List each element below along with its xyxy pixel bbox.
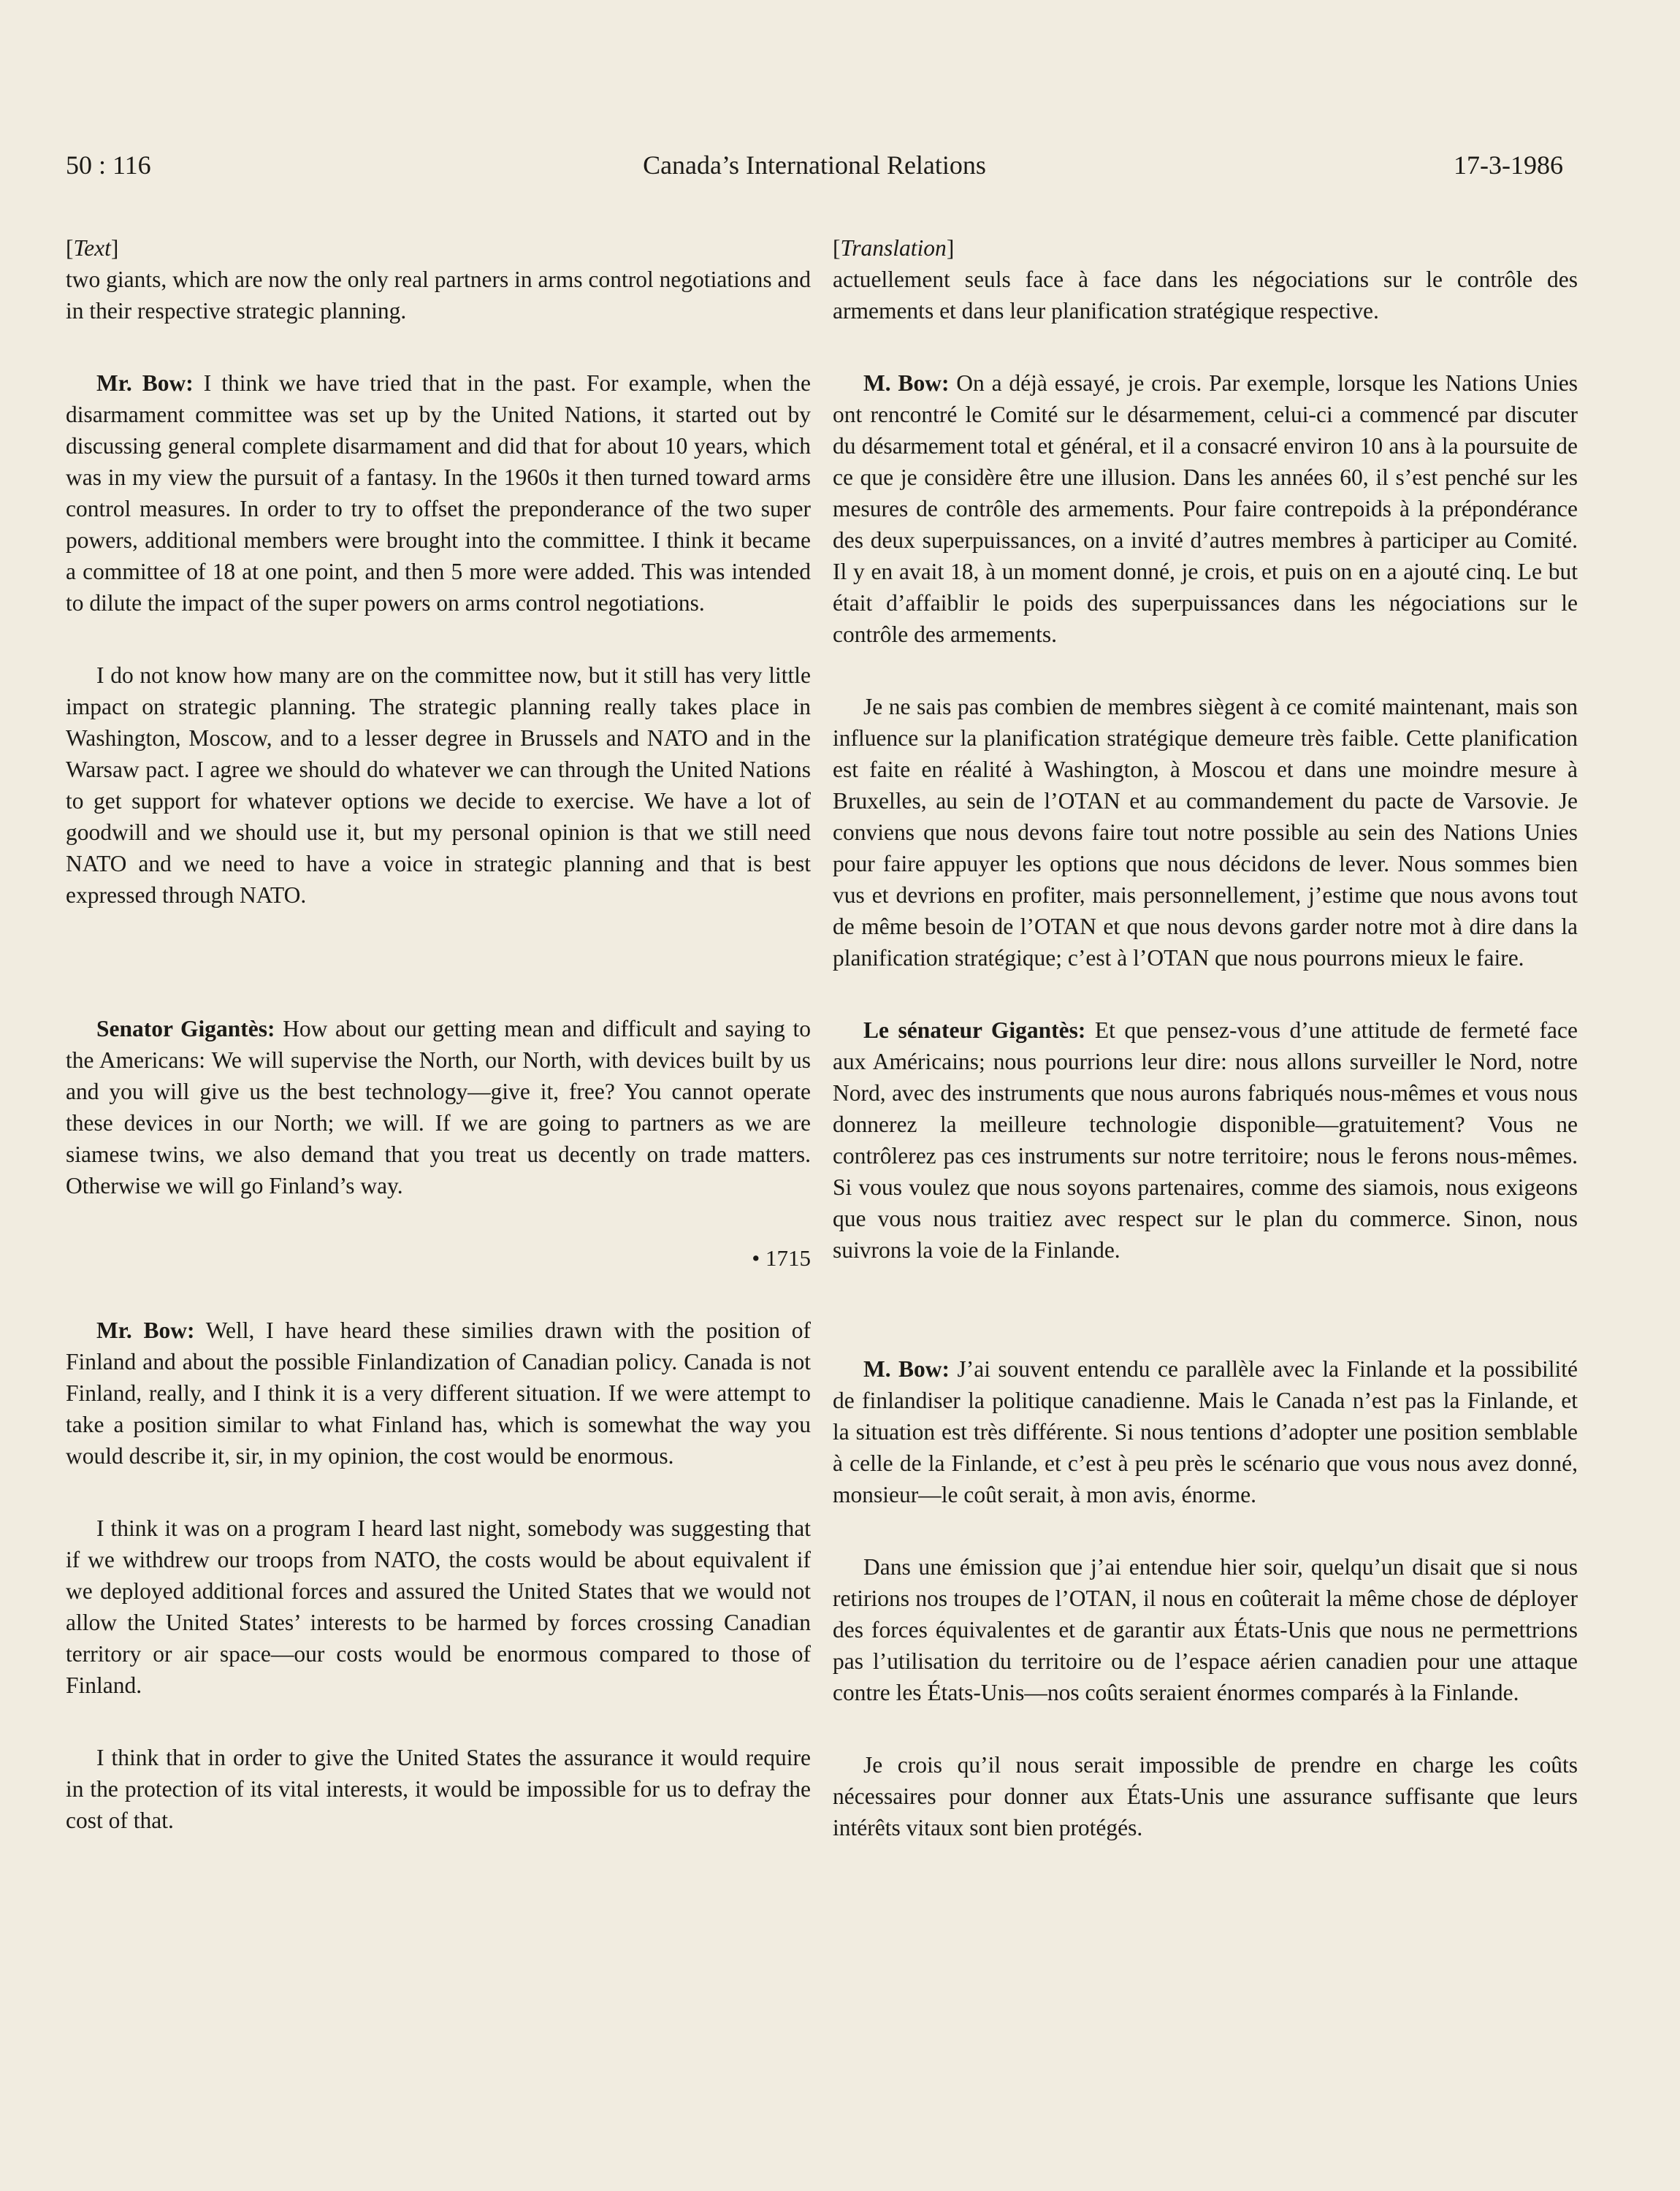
- speech-text: J’ai souvent entendu ce parallèle avec la Finlande et la possibilité de finlandiser la politique canadienne. Mais le Canada n’est pas la Finlande, et la situation est très différente. Si nous tentions d’adopter une position semblable à celle de la Finlande, et c’est à peu près le scénario que vous nous avez donné, monsieur—le coût serait, à mon avis, énorme.: [833, 1356, 1578, 1507]
- column-label: [Text]: [66, 235, 119, 261]
- paragraph: I think it was on a program I heard last night, somebody was suggesting that if we withdrew our troops from NATO, the costs would be about equivalent if we deployed additional forces and assured the United States that we would not allow the United States’ interests to be harmed by forces crossing Canadian territory or air space—our costs would be enormous compared to those of Finland.: [66, 1515, 811, 1698]
- page-header: [66, 150, 1563, 194]
- speaker-paragraph: [833, 1353, 1578, 1510]
- french-column: [833, 232, 1578, 1843]
- speech-text: Well, I have heard these similies drawn with the position of Finland and about the possible Finlandization of Canadian policy. Canada is not Finland, really, and I think it is a very different situation. If we were attempt to take a position similar to what Finland has, which is somewhat the way you would describe it, sir, in my opinion, the cost would be enormous.: [66, 1318, 812, 1469]
- paragraph: actuellement seuls face à face dans les négociations sur le contrôle des armements et dans leur planification stratégique respective.: [833, 267, 1578, 324]
- speaker-name: Mr. Bow:: [96, 370, 194, 396]
- speaker-name: M. Bow:: [863, 370, 950, 396]
- paragraph: Dans une émission que j’ai entendue hier soir, quelqu’un disait que si nous retirions nos troupes de l’OTAN, il nous en coûterait la même chose de déployer des forces équivalentes et de garantir aux États-Unis que nous ne permettrions pas l’utilisation du territoire ou de l’espace aérien canadien pour une attaque contre les États-Unis—nos coûts seraient énormes comparés à la Finlande.: [833, 1554, 1578, 1705]
- column-label: [Translation]: [833, 235, 955, 261]
- speaker-name: Senator Gigantès:: [96, 1016, 275, 1041]
- speech-text: I think we have tried that in the past. For example, when the disarmament committee was set up by the United Nations, it started out by discussing general complete disarmament and did that for about 10 years, which was in my view the pursuit of a fantasy. In the 1960s it then turned toward arms control measures. In order to try to offset the preponderance of the two super powers, additional members were brought into the committee. I think it became a committee of 18 at one point, and then 5 more were added. This was intended to dilute the impact of the super powers on arms control negotiations.: [66, 370, 811, 616]
- paragraph: Je crois qu’il nous serait impossible de prendre en charge les coûts nécessaires pour donner aux États-Unis une assurance suffisante que leurs intérêts vitaux sont bien protégés.: [833, 1752, 1578, 1840]
- page-number: 50 : 116: [66, 150, 151, 180]
- time-marker: • 1715: [752, 1245, 811, 1271]
- paragraph: Je ne sais pas combien de membres siègent à ce comité maintenant, mais son influence sur la planification stratégique demeure très faible. Cette planification est faite en réalité à Washington, à Moscou et dans une moindre mesure à Bruxelles, au sein de l’OTAN et au commandement du pacte de Varsovie. Je conviens que nous devons faire tout notre possible au sein des Nations Unies pour faire appuyer les options que nous décidons de lever. Nous sommes bien vus et devrions en profiter, mais personnellement, j’estime que nous avons tout de même besoin de l’OTAN et que nous devons garder notre mot à dire dans la planification stratégique; c’est à l’OTAN que nous pourrons mieux le faire.: [833, 694, 1578, 971]
- speaker-paragraph: [66, 1013, 811, 1201]
- speaker-paragraph: [833, 1014, 1578, 1266]
- running-title: Canada’s International Relations: [643, 150, 986, 180]
- speaker-name: Mr. Bow:: [96, 1318, 195, 1343]
- paragraph: two giants, which are now the only real partners in arms control negotiations and in their respective strategic planning.: [66, 267, 811, 324]
- speaker-paragraph: [833, 367, 1578, 650]
- column-label-text: Text: [73, 235, 111, 261]
- column-label-text: Translation: [840, 235, 947, 261]
- header-date: 17-3-1986: [1454, 150, 1563, 180]
- english-column: [66, 232, 811, 1836]
- speech-text: Et que pensez-vous d’une attitude de fermeté face aux Américains; nous pourrions leur dire: nous allons surveiller le Nord, notre Nord, avec des instruments que nous aurons fabriqués nous-mêmes et vous nous donnerez la meilleure technologie disponible—gratuitement? Vous ne contrôlerez pas ces instruments sur notre territoire; nous le ferons nous-mêmes. Si vous voulez que nous soyons partenaires, comme des siamois, nous exigeons que vous nous traitiez avec respect sur le plan du commerce. Sinon, nous suivrons la voie de la Finlande.: [833, 1017, 1578, 1263]
- paragraph: I think that in order to give the United States the assurance it would require in the protection of its vital interests, it would be impossible for us to defray the cost of that.: [66, 1745, 811, 1833]
- speech-text: On a déjà essayé, je crois. Par exemple, lorsque les Nations Unies ont rencontré le Comité sur le désarmement, celui-ci a commencé par discuter du désarmement total et général, et il a consacré environ 10 ans à la poursuite de ce que je considère être une illusion. Dans les années 60, il s’est penché sur les mesures de contrôle des armements. Pour faire contrepoids à la prépondérance des deux superpuissances, on a invité d’autres membres à participer au Comité. Il y en avait 18, à un moment donné, je crois, et puis on en a ajouté cinq. Le but était d’affaiblir le poids des superpuissances dans les négociations sur le contrôle des armements.: [833, 370, 1578, 647]
- speaker-name: Le sénateur Gigantès:: [863, 1017, 1086, 1043]
- speech-text: How about our getting mean and difficult and saying to the Americans: We will supervise the North, our North, with devices built by us and you will give us the best technology—give it, free? You cannot operate these devices in our North; we will. If we are going to partners as we are siamese twins, we also demand that you treat us decently on trade matters. Otherwise we will go Finland’s way.: [66, 1016, 811, 1198]
- paragraph: I do not know how many are on the committee now, but it still has very little impact on strategic planning. The strategic planning really takes place in Washington, Moscow, and to a lesser degree in Brussels and NATO and in the Warsaw pact. I agree we should do whatever we can through the United Nations to get support for whatever options we decide to exercise. We have a lot of goodwill and we should use it, but my personal opinion is that we still need NATO and we need to have a voice in strategic planning and that is best expressed through NATO.: [66, 662, 811, 908]
- speaker-paragraph: [66, 1315, 811, 1472]
- speaker-name: M. Bow:: [863, 1356, 950, 1382]
- speaker-paragraph: [66, 367, 811, 619]
